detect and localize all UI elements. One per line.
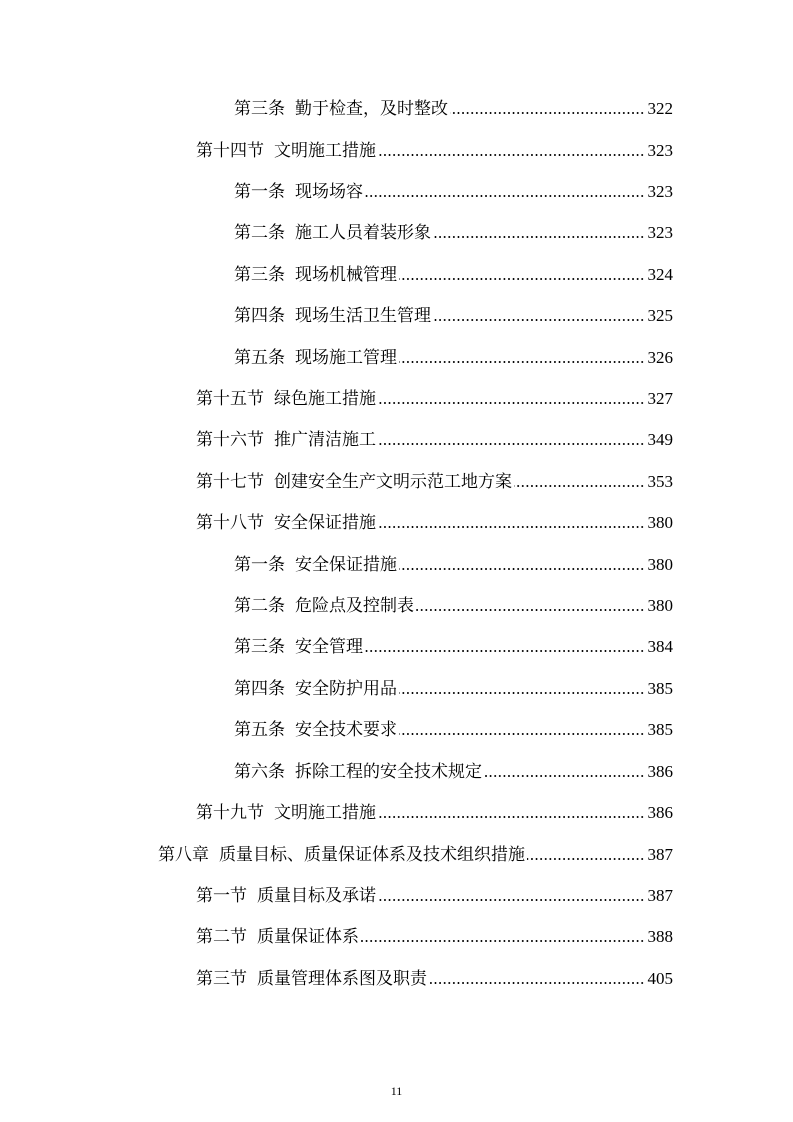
toc-label: 第一节	[196, 886, 247, 906]
toc-label: 第二条	[234, 596, 285, 616]
toc-entry[interactable]	[196, 924, 673, 950]
toc-page-number: 353	[647, 472, 673, 491]
toc-title: 安全保证措施	[295, 555, 397, 575]
toc-entry[interactable]	[196, 427, 673, 453]
toc-title: 安全技术要求	[295, 720, 397, 740]
toc-entry[interactable]	[196, 386, 673, 412]
toc-dot-leader	[527, 857, 645, 861]
toc-dot-leader	[433, 318, 645, 322]
toc-page-number: 388	[647, 927, 673, 946]
toc-dot-leader	[514, 484, 645, 488]
toc-page-number: 386	[647, 803, 673, 822]
toc-label: 第五条	[234, 348, 285, 368]
toc-dot-leader	[399, 567, 645, 571]
toc-title: 勤于检查，及时整改	[295, 99, 448, 119]
toc-dot-leader	[365, 649, 645, 653]
toc-dot-leader	[399, 732, 645, 736]
toc-label: 第三节	[196, 969, 247, 989]
toc-label: 第十九节	[196, 803, 264, 823]
toc-page-number: 323	[647, 223, 673, 242]
toc-dot-leader	[361, 939, 645, 943]
toc-entry[interactable]	[234, 303, 673, 329]
toc-entry[interactable]	[196, 510, 673, 536]
toc-entry[interactable]	[234, 552, 673, 578]
toc-title: 文明施工措施	[274, 141, 376, 161]
toc-label: 第一条	[234, 555, 285, 575]
toc-entry[interactable]	[234, 676, 673, 702]
toc-page-number: 385	[647, 720, 673, 739]
toc-label: 第六条	[234, 762, 285, 782]
toc-label: 第四条	[234, 679, 285, 699]
toc-entry[interactable]	[234, 179, 673, 205]
toc-label: 第四条	[234, 306, 285, 326]
toc-title: 绿色施工措施	[274, 389, 376, 409]
toc-label: 第八章	[158, 845, 209, 865]
toc-entry[interactable]	[234, 220, 673, 246]
toc-label: 第三条	[234, 637, 285, 657]
toc-page-number: 386	[647, 762, 673, 781]
toc-entry[interactable]	[234, 759, 673, 785]
toc-page-number: 384	[647, 637, 673, 656]
toc-entry[interactable]	[234, 96, 673, 122]
toc-label: 第三条	[234, 99, 285, 119]
toc-entry[interactable]	[234, 593, 673, 619]
toc-label: 第一条	[234, 182, 285, 202]
toc-page-number: 323	[647, 141, 673, 160]
toc-title: 安全管理	[295, 637, 363, 657]
toc-title: 拆除工程的安全技术规定	[295, 762, 482, 782]
toc-label: 第十四节	[196, 141, 264, 161]
toc-page-number: 380	[647, 596, 673, 615]
toc-dot-leader	[378, 898, 645, 902]
toc-page-number: 322	[647, 99, 673, 118]
toc-page-number: 325	[647, 306, 673, 325]
toc-page-number: 380	[647, 555, 673, 574]
toc-dot-leader	[378, 401, 645, 405]
toc-page-number: 405	[647, 969, 673, 988]
toc-page-number: 349	[647, 430, 673, 449]
toc-page-number: 385	[647, 679, 673, 698]
toc-title: 推广清洁施工	[274, 430, 376, 450]
toc-entry[interactable]	[196, 138, 673, 164]
toc-entry[interactable]	[234, 345, 673, 371]
toc-title: 现场生活卫生管理	[295, 306, 431, 326]
toc-label: 第二条	[234, 223, 285, 243]
toc-title: 质量管理体系图及职责	[257, 969, 427, 989]
toc-title: 质量目标、质量保证体系及技术组织措施	[219, 845, 525, 865]
toc-dot-leader	[429, 981, 645, 985]
toc-dot-leader	[378, 442, 645, 446]
toc-dot-leader	[378, 153, 645, 157]
toc-dot-leader	[378, 525, 645, 529]
toc-page-number: 323	[647, 182, 673, 201]
toc-page-number: 326	[647, 348, 673, 367]
toc-entry[interactable]	[196, 800, 673, 826]
toc-label: 第五条	[234, 720, 285, 740]
toc-page-number: 387	[647, 845, 673, 864]
toc-page-number: 387	[647, 886, 673, 905]
toc-label: 第十五节	[196, 389, 264, 409]
toc-page-number: 380	[647, 513, 673, 532]
toc-dot-leader	[399, 277, 645, 281]
toc-label: 第十七节	[196, 472, 264, 492]
toc-title: 创建安全生产文明示范工地方案	[274, 472, 512, 492]
toc-entry[interactable]	[234, 262, 673, 288]
toc-dot-leader	[450, 111, 645, 115]
toc-title: 现场施工管理	[295, 348, 397, 368]
toc-dot-leader	[484, 774, 645, 778]
toc-title: 安全防护用品	[295, 679, 397, 699]
page-footer-number: 11	[390, 1084, 403, 1098]
toc-title: 质量目标及承诺	[257, 886, 376, 906]
toc-label: 第十八节	[196, 513, 264, 533]
toc-page-number: 327	[647, 389, 673, 408]
toc-entry[interactable]	[196, 469, 673, 495]
toc-entry[interactable]	[196, 966, 673, 992]
toc-label: 第三条	[234, 265, 285, 285]
toc-entry[interactable]	[234, 717, 673, 743]
toc-title: 危险点及控制表	[295, 596, 414, 616]
toc-title: 施工人员着装形象	[295, 223, 431, 243]
toc-dot-leader	[399, 360, 645, 364]
toc-dot-leader	[416, 608, 645, 612]
toc-page-number: 324	[647, 265, 673, 284]
toc-title: 质量保证体系	[257, 927, 359, 947]
toc-label: 第十六节	[196, 430, 264, 450]
toc-entry[interactable]	[158, 842, 673, 868]
toc-entry[interactable]	[196, 883, 673, 909]
toc-dot-leader	[433, 235, 645, 239]
toc-label: 第二节	[196, 927, 247, 947]
toc-dot-leader	[378, 815, 645, 819]
toc-title: 现场机械管理	[295, 265, 397, 285]
toc-entry[interactable]	[234, 634, 673, 660]
toc-title: 安全保证措施	[274, 513, 376, 533]
toc-dot-leader	[365, 194, 645, 198]
toc-title: 现场场容	[295, 182, 363, 202]
toc-dot-leader	[399, 691, 645, 695]
toc-title: 文明施工措施	[274, 803, 376, 823]
